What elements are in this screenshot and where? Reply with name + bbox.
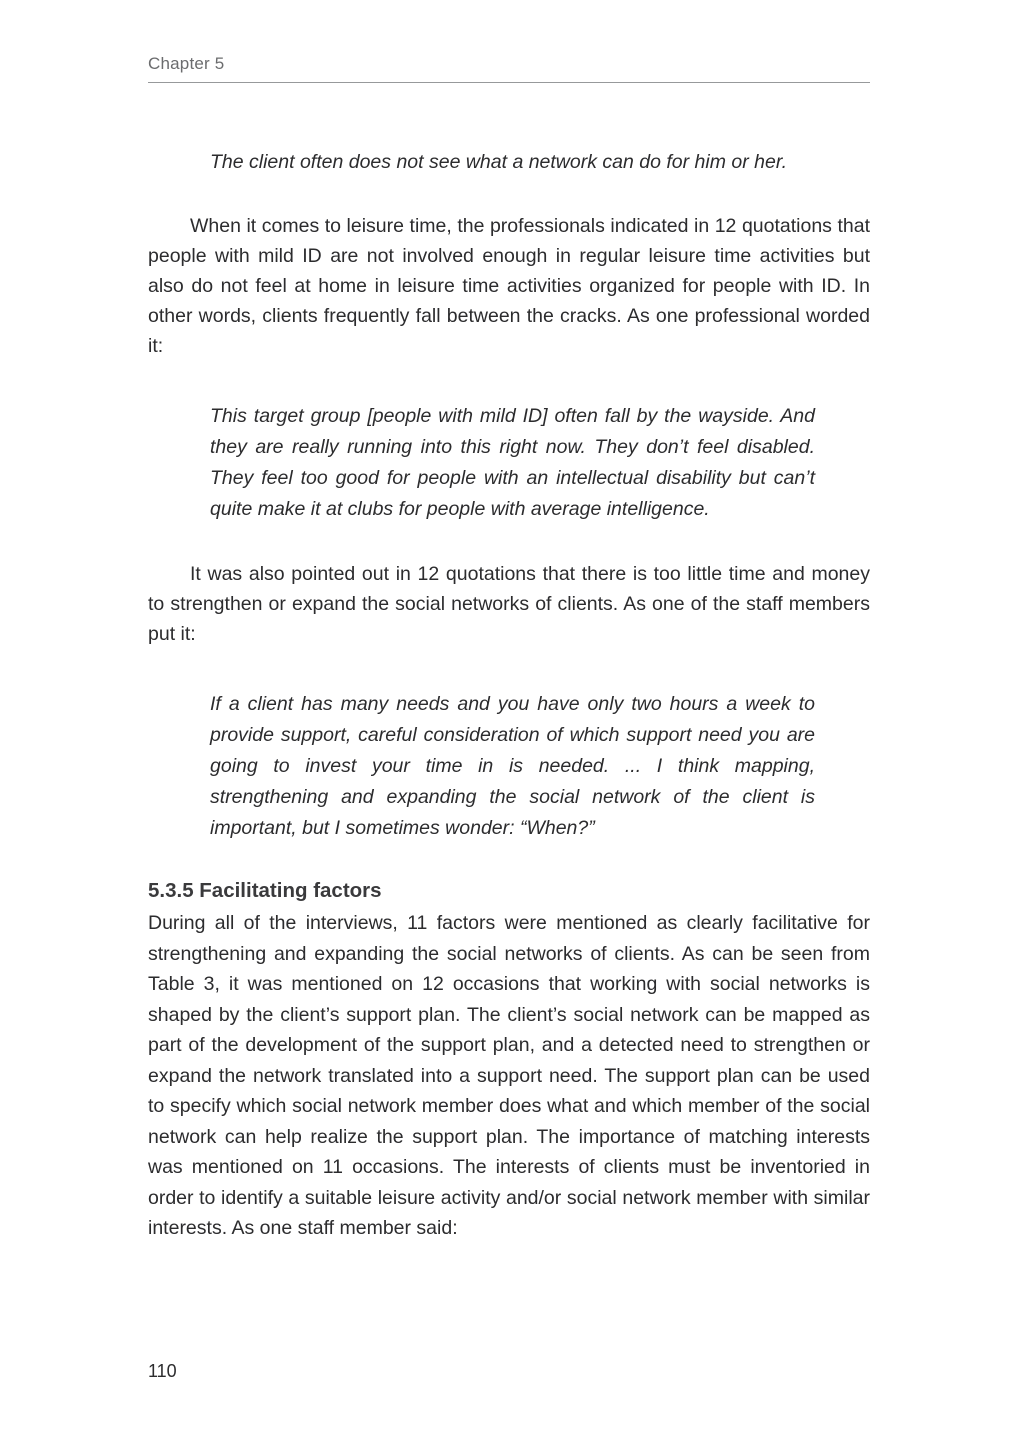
paragraph-3: During all of the interviews, 11 factors were mentioned as clearly facilitative for strengthening and expanding the social networks of clients. As can be seen from Table 3, it was mentioned on 12 occasions that working with social networks is shaped by the client’s support plan. The client’s social network can be mapped as part of the development of the support plan, and a detected need to strengthen or expand the network translated into a support need. The support plan can be used to specify which social network member does what and which member of the social network can help realize the support plan. The importance of matching interests was mentioned on 11 occasions. The interests of clients must be inventoried in order to identify a suitable leisure activity and/or social network member with similar interests. As one staff member said:	[148, 912, 870, 1239]
page-number: 110	[148, 1361, 177, 1381]
paragraph-1: When it comes to leisure time, the professionals indicated in 12 quotations that people with mild ID are not involved enough in regular leisure time activities but also do not feel at home in leisure time activities organized for people with ID. In other words, clients frequently fall between the cracks. As one professional worded it:	[148, 215, 870, 357]
intro-quote: The client often does not see what a network can do for him or her.	[210, 151, 788, 173]
page-header	[148, 54, 870, 83]
block-quote-1: This target group [people with mild ID] often fall by the wayside. And they are really running into this right now. They don’t feel disabled. They feel too good for people with an intellectual disability but can’t quite make it at clubs for people with average intelligence.	[210, 405, 815, 520]
block-quote-2: If a client has many needs and you have only two hours a week to provide support, careful consideration of which support need you are going to invest your time in is needed. ... I think mapping, strengthening and expanding the social network of the client is important, but I sometimes wonder: “When?”	[210, 693, 815, 839]
chapter-label: Chapter 5	[148, 54, 225, 73]
paragraph-2: It was also pointed out in 12 quotations that there is too little time and money to strengthen or expand the social networks of clients. As one of the staff members put it:	[148, 563, 870, 645]
section-heading: 5.3.5 Facilitating factors	[148, 879, 382, 902]
